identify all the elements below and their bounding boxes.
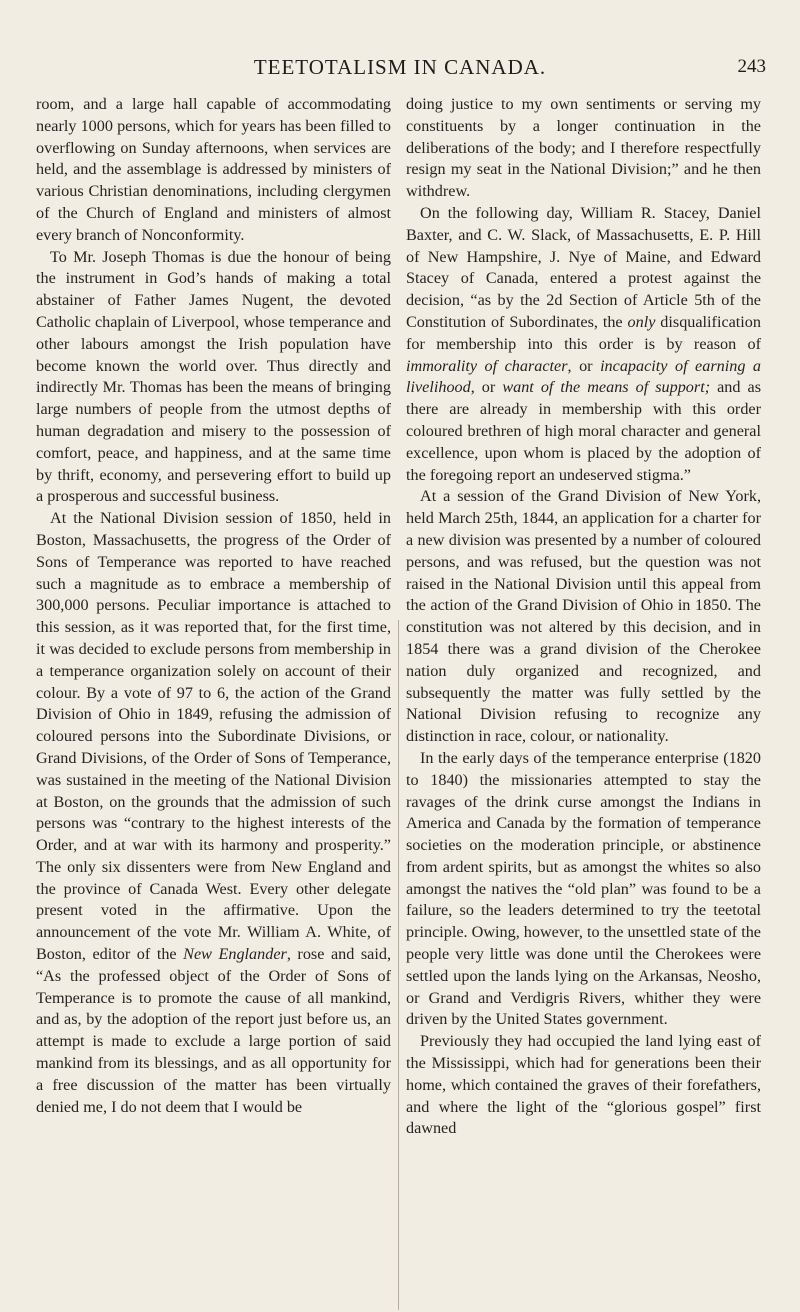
italic-emphasis: incapacity of earning a livelihood xyxy=(406,356,761,397)
text-span: At the National Division session of 1850, held in Boston, Massachusetts, the progress of the Order of Sons of Temperance was reported to have reached such a magnitude as to embrace a membership of 300,000 persons. Peculiar importance is attached to this session, as it was reported that, for the first time, it was decided to exclude persons from membership in a temperance organization solely on account of their colour. By a vote of 97 to 6, the action of the Grand Division of Ohio in 1849, refusing the admission of coloured persons into the Subordinate Divisions, or Grand Divisions, of the Order of Sons of Temperance, was sustained in the meeting of the National Division at Boston, on the grounds that the admission of such persons was “contrary to the highest interests of the Order, and at war with its harmony and prosperity.” The only six dissenters were from New England and the province of Canada West. Every other delegate present voted in the affirmative. Upon the announcement of the vote Mr. William A. White, of Boston, editor of the xyxy=(36,509,391,964)
text-span: On the following day, William R. Stacey, Daniel Baxter, and C. W. Slack, of Massachusetts, E. P. Hill of New Hampshire, J. Nye of Maine, and Edward Stacey of Canada, entered a protest against the decision, “as by the 2d Section of Article 5th of the Constitution of Subordinates, the xyxy=(406,203,761,331)
page-header xyxy=(0,55,800,85)
page-number: 243 xyxy=(737,56,766,77)
paragraph: room, and a large hall capable of accommodating nearly 1000 persons, which for years has been filled to overflowing on Sunday afternoons, when services are held, and the assemblage is addressed by ministers of various Christian denominations, including clergymen of the Church of England and ministers of almost every branch of Nonconformity. xyxy=(36,95,391,244)
paragraph: At a session of the Grand Division of New York, held March 25th, 1844, an application for a charter for a new division was presented by a number of coloured persons, and was refused, but the question was not raised in the National Division until this appeal from the action of the Grand Division of Ohio in 1850. The constitution was not altered by this decision, and in 1854 there was a grand division of the Cherokee nation duly organized and recognized, and subsequently the matter was fully settled by the National Division refusing to recognize any distinction in race, colour, or nationality. xyxy=(406,487,761,746)
left-column xyxy=(36,94,391,1304)
italic-emphasis: want of the means of support; xyxy=(502,378,711,397)
paragraph xyxy=(36,508,391,1118)
text-span: , or xyxy=(470,378,503,397)
paragraph: In the early days of the temperance enterprise (1820 to 1840) the missionaries attempted to stay the ravages of the drink curse amongst the Indians in America and Canada by the formation of temperance societies on the moderation principle, or abstinence from ardent spirits, but as amongst the whites so also amongst the natives the “old plan” was found to be a failure, so the leaders determined to try the teetotal principle. Owing, however, to the unsettled state of the people very little was done until the Cherokees were settled upon the lands lying on the Arkansas, Neosho, or Grand and Verdigris Rivers, whither they were driven by the United States government. xyxy=(406,748,761,1029)
paragraph: Previously they had occupied the land lying east of the Mississippi, which had for generations been their home, which contained the graves of their forefathers, and where the light of the “glorious gospel” first dawned xyxy=(406,1032,761,1138)
column-divider xyxy=(398,620,399,1310)
paragraph: To Mr. Joseph Thomas is due the honour of being the instrument in God’s hands of making a total abstainer of Father James Nugent, the devoted Catholic chaplain of Liverpool, whose temperance and other labours amongst the Irish population have become known the world over. Thus directly and indirectly Mr. Thomas has been the means of bringing large numbers of people from the utmost depths of human degradation and misery to the possession of comfort, peace, and happiness, and at the same time by thrift, economy, and persevering effort to build up a prosperous and successful business. xyxy=(36,247,391,506)
italic-emphasis: immorality of character xyxy=(406,356,568,375)
right-column xyxy=(406,94,761,1304)
paragraph: doing justice to my own sentiments or serving my constituents by a longer continuation in the deliberations of the body; and I therefore respectfully resign my seat in the National Division;” and he then withdrew. xyxy=(406,95,761,201)
text-span: , rose and said, “As the professed object of the Order of Sons of Temperance is to promote the cause of all mankind, and as, by the adoption of the report just before us, an attempt is made to exclude a large portion of said mankind from its blessings, and as all opportunity for a free discussion of the matter has been virtually denied me, I do not deem that I would be xyxy=(36,945,391,1116)
paragraph xyxy=(406,203,761,486)
italic-title: New Englander xyxy=(183,945,287,964)
text-span: , or xyxy=(567,356,601,375)
running-head: TEETOTALISM IN CANADA. xyxy=(253,55,547,79)
text-span: and as there are already in membership with this order coloured brethren of high moral character and general excellence, upon whom is placed by the adoption of the foregoing report an undeserved stigma.” xyxy=(406,378,761,484)
italic-emphasis: only xyxy=(627,312,656,331)
text-span: disqualification for membership into this order is by reason of xyxy=(406,312,761,353)
